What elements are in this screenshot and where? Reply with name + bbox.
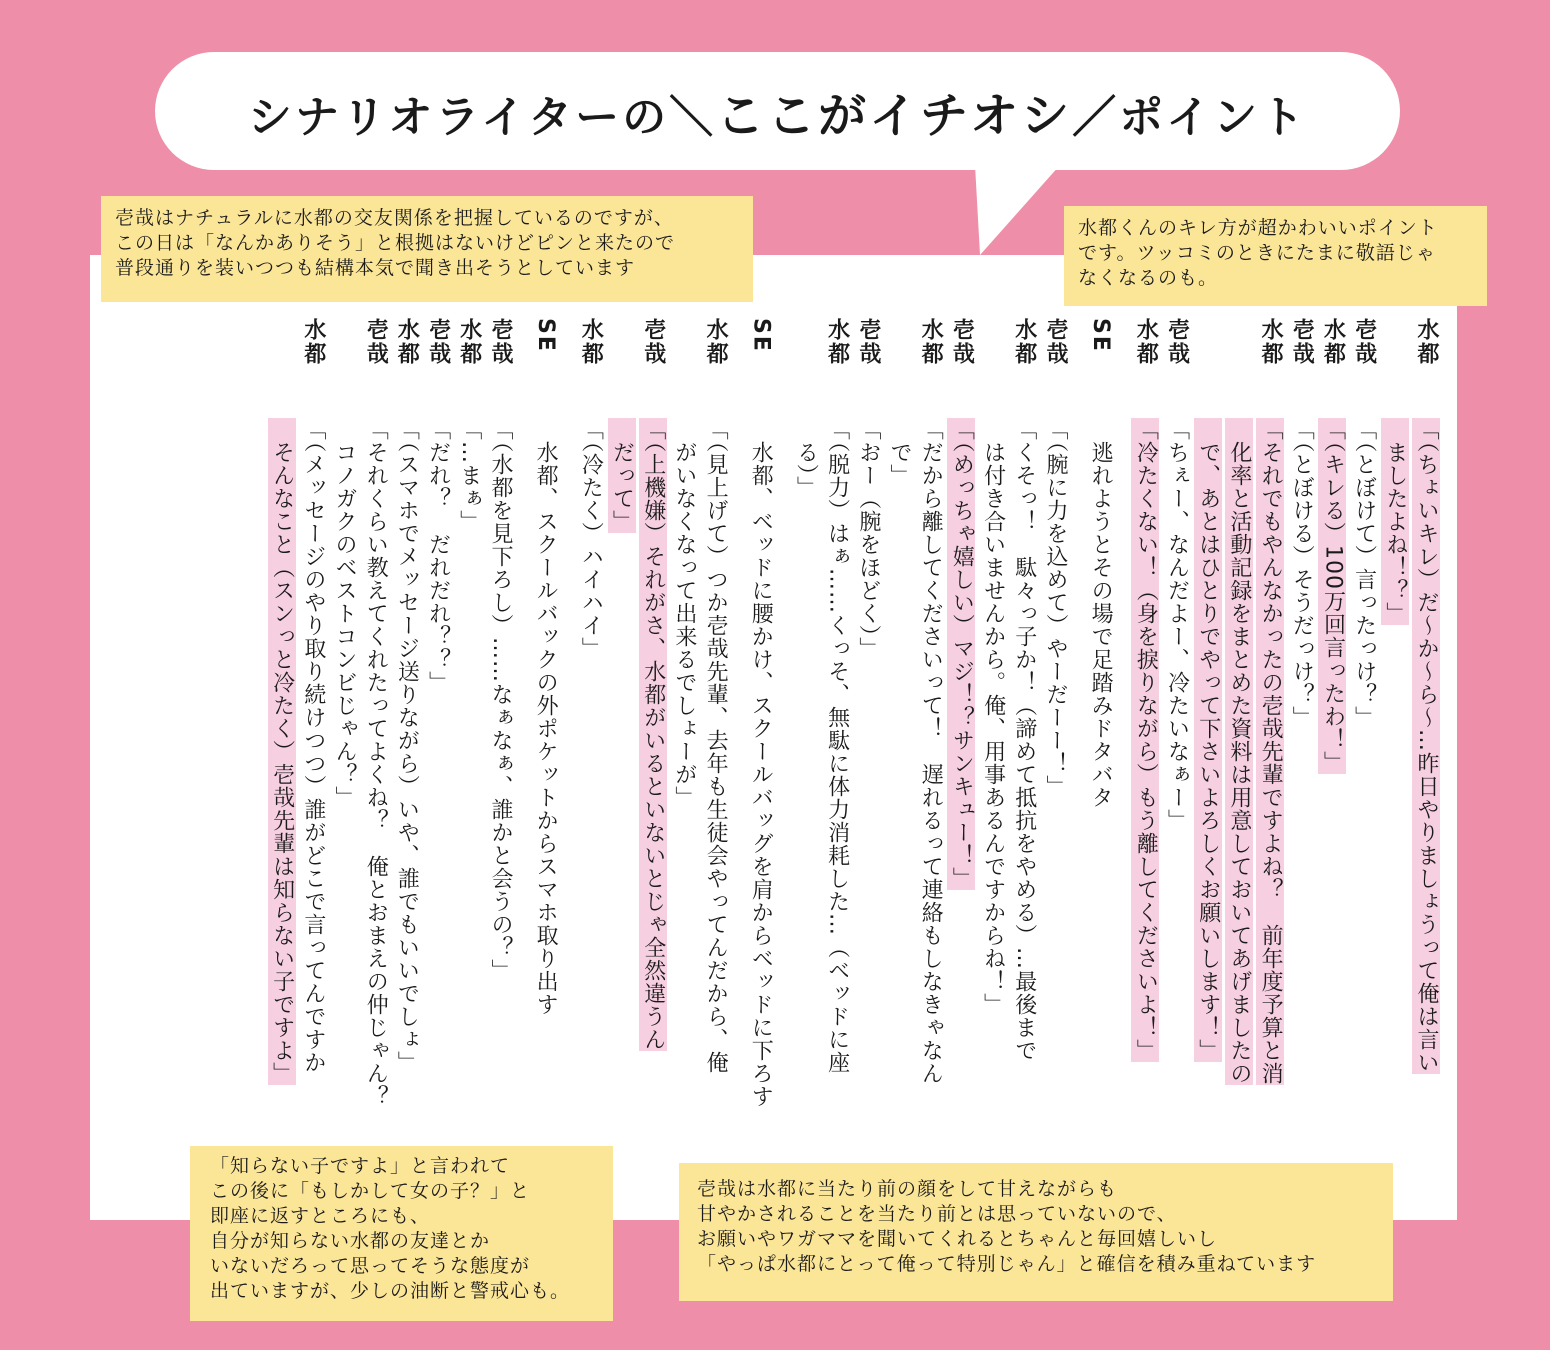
dialogue-text: 「くそっ！ 駄々っ子か！（諦めて抵抗をやめる）…最後まで	[1011, 418, 1037, 1062]
dialogue-text: 「（冷たく）ハイハイ」	[578, 418, 604, 660]
script-line	[1163, 318, 1191, 1148]
speaker-label	[268, 318, 296, 418]
speaker-label: 水都	[1258, 318, 1284, 366]
speaker-label	[1381, 318, 1409, 418]
speaker-label	[791, 318, 819, 418]
dialogue-text: 「（スマホでメッセージ送りながら）いや、誰でもいいでしょ」	[394, 418, 420, 1074]
dialogue-text: る）」	[793, 418, 819, 499]
speaker-label: 水都	[394, 318, 420, 366]
header-bubble	[155, 52, 1400, 170]
script-line	[885, 318, 913, 1148]
script-line	[608, 318, 636, 1148]
speaker-label: 壱哉	[487, 318, 513, 366]
script-line	[361, 318, 389, 1148]
script-line	[1412, 318, 1440, 1148]
dialogue-text: は付き合いませんから。俺、用事あるんですからね！」	[980, 418, 1006, 1016]
script-line	[299, 318, 327, 1148]
dialogue-text: 「（脱力）はぁ……くっそ、無駄に体力消耗した…（ベッドに座	[824, 418, 850, 1074]
dialogue-text: 「冷たくない！（身を捩りながら）もう離してくださいよ！」	[1133, 418, 1159, 1062]
dialogue-text: 化率と活動記録をまとめた資料は用意しておいてあげましたの	[1226, 418, 1252, 1085]
speaker-label: 壱哉	[363, 318, 389, 366]
speaker-label	[670, 318, 698, 418]
speaker-label: 水都	[918, 318, 944, 366]
page-title	[248, 77, 1307, 146]
script-line	[486, 318, 514, 1148]
script-line	[854, 318, 882, 1148]
script-body	[140, 318, 1440, 1148]
script-line	[1086, 318, 1114, 1148]
dialogue-text: 「…まぁ」	[456, 418, 482, 533]
speaker-label: SE	[748, 318, 774, 353]
note-unknown-friend: 「知らない子ですよ」と言われて この後に「もしかして女の子？」と 即座に返すところにも、 自分が知らない水都の友達とか いないだろって思ってそうな態度が 出ていますが、少しの油断と警戒心も。	[190, 1146, 613, 1321]
dialogue-text: 「（とぼけて）言ったっけ？」	[1351, 418, 1377, 729]
speaker-label: 水都	[703, 318, 729, 366]
dialogue-text: 「（キレる）100万回言ったわ！」	[1320, 418, 1346, 774]
speaker-label: 壱哉	[640, 318, 666, 366]
script-line	[1010, 318, 1038, 1148]
script-line	[330, 318, 358, 1148]
bubble-tail	[975, 165, 1065, 260]
script-line	[746, 318, 774, 1148]
dialogue-text: ましたよね！？」	[1382, 418, 1408, 625]
script-line	[1381, 318, 1409, 1148]
script-line	[823, 318, 851, 1148]
speaker-label: 水都	[456, 318, 482, 366]
dialogue-text: コノガクのベストコンビじゃん？」	[332, 418, 357, 809]
speaker-label: 壱哉	[1351, 318, 1377, 366]
script-line	[1194, 318, 1222, 1148]
script-line	[1225, 318, 1253, 1148]
script-line	[1131, 318, 1159, 1148]
script-line	[1318, 318, 1346, 1148]
speaker-label	[608, 318, 636, 418]
script-line	[268, 318, 296, 1148]
script-line	[392, 318, 420, 1148]
script-line	[455, 318, 483, 1148]
speaker-label: SE	[533, 318, 559, 353]
dialogue-text: 「それくらい教えてくれたってよくね？ 俺とおまえの仲じゃん？	[363, 418, 389, 1108]
script-line	[639, 318, 667, 1148]
speaker-label: SE	[1088, 318, 1114, 353]
speaker-label: 壱哉	[425, 318, 451, 366]
dialogue-text: 「（上機嫌）それがさ、水都がいるといないとじゃ全然違うん	[640, 418, 666, 1051]
title-pre: シナリオライターの＼	[247, 91, 717, 143]
dialogue-text: だって」	[609, 418, 635, 533]
note-ichiya-feelings: 壱哉は水都に当たり前の顔をして甘えながらも 甘やかされることを当たり前とは思っていないので、 お願いやワガママを聞いてくれるとちゃんと毎回嬉しいし 「やっぱ水都にとって俺って特別じゃん」と確信を積み重ねています	[679, 1163, 1393, 1301]
dialogue-text: 水都、ベッドに腰かけ、スクールバッグを肩からベッドに下ろす	[748, 418, 774, 1108]
dialogue-text: 「（水都を見下ろし）……なぁなぁ、誰かと会うの？」	[487, 418, 513, 982]
dialogue-text: 「だから離してくださいって！ 遅れるって連絡もしなきゃなん	[918, 418, 944, 1085]
dialogue-text: がいなくなって出来るでしょーが」	[671, 418, 697, 809]
script-line	[1350, 318, 1378, 1148]
script-line	[701, 318, 729, 1148]
dialogue-text: 「おー（腕をほどく）」	[855, 418, 881, 660]
speaker-label: 壱哉	[1289, 318, 1315, 366]
dialogue-text: 「だれ？ だれだれ？？」	[425, 418, 451, 694]
dialogue-text: 「それでもやんなかったの壱哉先輩ですよね？ 前年度予算と消	[1258, 418, 1284, 1085]
script-line	[670, 318, 698, 1148]
dialogue-text: 「（とぼける）そうだっけ？」	[1289, 418, 1315, 729]
speaker-label: 壱哉	[855, 318, 881, 366]
dialogue-text: 「ちぇー、なんだよー、冷たいなぁー」	[1164, 418, 1190, 832]
title-post: ／ポイント	[1072, 91, 1308, 143]
dialogue-text: 「（ちょいキレ）だ〜か〜ら〜…昨日やりましょうって俺は言い	[1414, 418, 1439, 1074]
speaker-label: 水都	[1011, 318, 1037, 366]
dialogue-text: 水都、スクールバックの外ポケットからスマホ取り出す	[533, 418, 559, 1016]
speaker-label: 壱哉	[1164, 318, 1190, 366]
dialogue-text: 「（腕に力を込めて）やーだーー！」	[1042, 418, 1068, 798]
script-line	[947, 318, 975, 1148]
dialogue-text: そんなこと（スンっと冷たく）壱哉先輩は知らない子ですよ」	[269, 418, 295, 1085]
dialogue-text: 「（見上げて）つか壱哉先輩、去年も生徒会やってんだから、俺	[703, 418, 729, 1074]
speaker-label: 水都	[300, 318, 326, 366]
note-ichiya-intent: 壱哉はナチュラルに水都の交友関係を把握しているのですが、 この日は「なんかありそう」と根拠はないけどピンと来たので 普段通りを装いつつも結構本気で聞き出そうとしています	[101, 196, 753, 302]
script-line	[531, 318, 559, 1148]
title-emphasis: ここがイチオシ	[716, 87, 1073, 144]
dialogue-text: 「（メッセージのやり取り続けつつ）誰がどこで言ってんですか	[300, 418, 326, 1074]
speaker-label: 壱哉	[949, 318, 975, 366]
speaker-label	[885, 318, 913, 418]
dialogue-text: で、あとはひとりでやって下さいよろしくお願いします！」	[1195, 418, 1221, 1062]
speaker-label	[1194, 318, 1222, 418]
script-line	[979, 318, 1007, 1148]
script-line	[424, 318, 452, 1148]
speaker-label: 水都	[1133, 318, 1159, 366]
script-line	[791, 318, 819, 1148]
speaker-label: 水都	[1320, 318, 1346, 366]
dialogue-text: 「（めっちゃ嬉しい）マジ！？サンキュー！」	[949, 418, 975, 890]
script-line	[916, 318, 944, 1148]
speaker-label: 水都	[824, 318, 850, 366]
dialogue-text: で」	[887, 418, 912, 487]
speaker-label: 壱哉	[1042, 318, 1068, 366]
speaker-label	[979, 318, 1007, 418]
speaker-label: 水都	[578, 318, 604, 366]
script-line	[1041, 318, 1069, 1148]
dialogue-text: 逃れようとその場で足踏みドタバタ	[1088, 418, 1114, 809]
script-line	[1287, 318, 1315, 1148]
speaker-label	[1225, 318, 1253, 418]
note-mito-reaction: 水都くんのキレ方が超かわいいポイント です。ツッコミのときにたまに敬語じゃ なくなるのも。	[1064, 206, 1487, 306]
speaker-label: 水都	[1414, 318, 1439, 366]
speaker-label	[330, 318, 358, 418]
script-line	[576, 318, 604, 1148]
script-line	[1256, 318, 1284, 1148]
